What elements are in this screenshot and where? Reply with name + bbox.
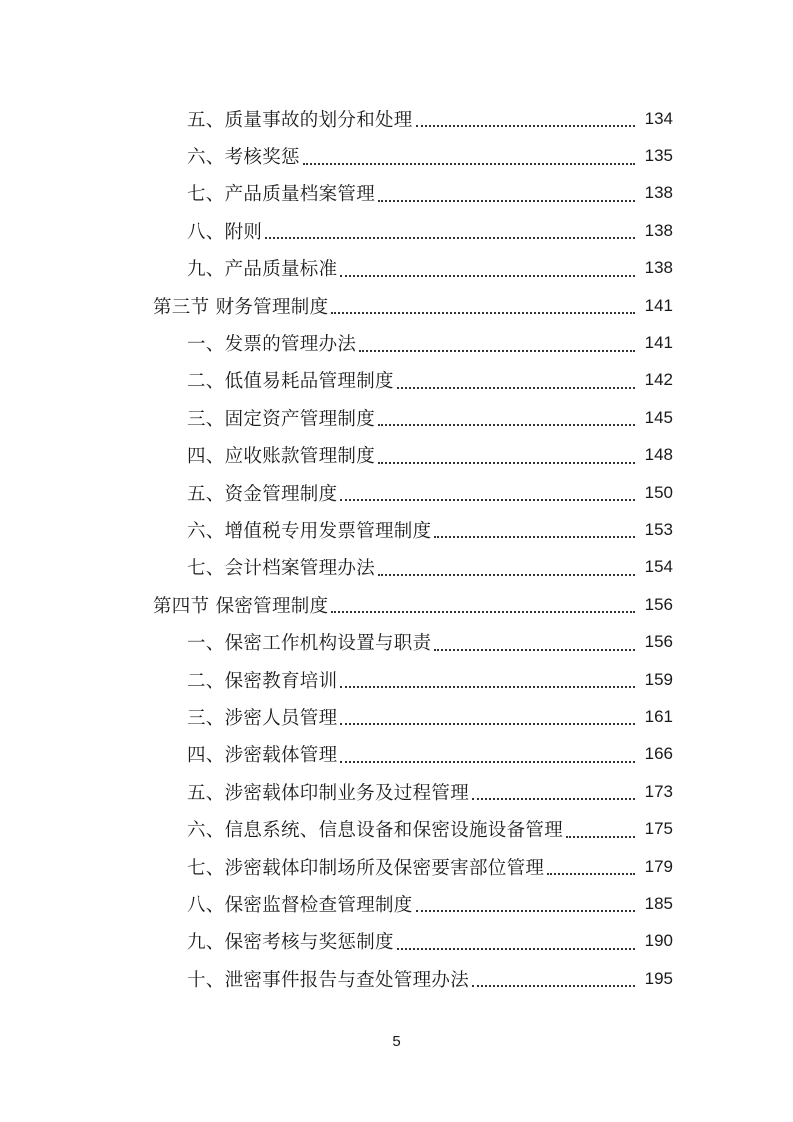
toc-entry[interactable] <box>0 623 793 660</box>
toc-entry[interactable] <box>0 250 793 287</box>
toc-entry[interactable] <box>0 848 793 885</box>
toc-entry-title: 一、保密工作机构设置与职责 <box>187 633 432 655</box>
toc-entry[interactable] <box>0 511 793 548</box>
toc-entry-title: 六、增值税专用发票管理制度 <box>187 520 432 542</box>
toc-entry-page: 150 <box>644 482 673 502</box>
dot-leader <box>303 162 635 165</box>
dot-leader <box>378 461 635 464</box>
toc-entry[interactable] <box>0 175 793 212</box>
dot-leader <box>547 872 635 875</box>
toc-entry[interactable] <box>0 287 793 324</box>
dot-leader <box>472 797 635 800</box>
toc-entry-page: 141 <box>644 295 673 315</box>
dot-leader <box>378 199 635 202</box>
toc-entry[interactable] <box>0 100 793 137</box>
toc-entry-title: 四、应收账款管理制度 <box>187 446 376 468</box>
dot-leader <box>434 535 635 538</box>
toc-entry-title: 六、信息系统、信息设备和保密设施设备管理 <box>187 820 564 842</box>
toc-entry-page: 195 <box>644 968 673 988</box>
toc-entry[interactable] <box>0 137 793 174</box>
toc-entry-title: 七、会计档案管理办法 <box>187 558 376 580</box>
toc-entry-title: 三、固定资产管理制度 <box>187 408 376 430</box>
toc-entry-page: 141 <box>644 333 673 353</box>
toc-entry[interactable] <box>0 773 793 810</box>
toc-entry[interactable] <box>0 437 793 474</box>
toc-entry[interactable] <box>0 661 793 698</box>
toc-entry-page: 179 <box>644 856 673 876</box>
toc-entry-page: 138 <box>644 183 673 203</box>
dot-leader <box>340 274 635 277</box>
toc-entry-title: 五、资金管理制度 <box>187 483 338 505</box>
toc-entry-page: 154 <box>644 557 673 577</box>
toc-entry-title: 五、质量事故的划分和处理 <box>187 109 413 131</box>
toc-entry-title: 二、保密教育培训 <box>187 670 338 692</box>
toc-entry[interactable] <box>0 324 793 361</box>
toc-entry-page: 190 <box>644 931 673 951</box>
toc-entry-page: 142 <box>644 370 673 390</box>
dot-leader <box>331 610 635 613</box>
dot-leader <box>359 349 635 352</box>
toc-entry-title: 九、保密考核与奖惩制度 <box>187 932 394 954</box>
dot-leader <box>397 386 635 389</box>
toc-entry[interactable] <box>0 474 793 511</box>
dot-leader <box>340 760 635 763</box>
toc-entry-page: 135 <box>644 146 673 166</box>
toc-entry-title: 九、产品质量标准 <box>187 259 338 281</box>
toc-entry-title: 三、涉密人员管理 <box>187 707 338 729</box>
toc-entry-title: 四、涉密载体管理 <box>187 745 338 767</box>
dot-leader <box>434 648 635 651</box>
toc-entry-page: 156 <box>644 594 673 614</box>
toc-entry[interactable] <box>0 212 793 249</box>
toc-entry[interactable] <box>0 810 793 847</box>
toc-entry-title: 七、产品质量档案管理 <box>187 184 376 206</box>
toc-entry-page: 156 <box>644 632 673 652</box>
dot-leader <box>340 722 635 725</box>
toc-entry[interactable] <box>0 586 793 623</box>
toc-entry[interactable] <box>0 362 793 399</box>
toc-entry-page: 153 <box>644 519 673 539</box>
dot-leader <box>566 835 635 838</box>
toc-entry-title: 二、低值易耗品管理制度 <box>187 371 394 393</box>
dot-leader <box>416 909 635 912</box>
toc-entry-page: 175 <box>644 819 673 839</box>
toc-entry-title: 第三节 财务管理制度 <box>153 296 329 318</box>
toc-entry[interactable] <box>0 960 793 997</box>
dot-leader <box>340 498 635 501</box>
toc-entry[interactable] <box>0 923 793 960</box>
toc-entry-title: 第四节 保密管理制度 <box>153 595 329 617</box>
dot-leader <box>265 236 635 239</box>
table-of-contents <box>0 100 793 997</box>
toc-entry-page: 148 <box>644 445 673 465</box>
toc-entry-page: 161 <box>644 706 673 726</box>
toc-entry-title: 八、附则 <box>187 221 263 243</box>
page-number: 5 <box>392 1033 401 1050</box>
toc-entry-title: 八、保密监督检查管理制度 <box>187 894 413 916</box>
toc-entry-page: 159 <box>644 669 673 689</box>
toc-entry-page: 134 <box>644 108 673 128</box>
dot-leader <box>397 947 635 950</box>
dot-leader <box>340 685 635 688</box>
toc-entry-title: 五、涉密载体印制业务及过程管理 <box>187 782 470 804</box>
toc-entry[interactable] <box>0 736 793 773</box>
toc-entry-title: 六、考核奖惩 <box>187 147 300 169</box>
toc-entry[interactable] <box>0 698 793 735</box>
dot-leader <box>472 984 635 987</box>
toc-entry-page: 173 <box>644 781 673 801</box>
toc-entry-page: 166 <box>644 744 673 764</box>
dot-leader <box>416 124 635 127</box>
toc-entry-page: 138 <box>644 220 673 240</box>
toc-entry-title: 十、泄密事件报告与查处管理办法 <box>187 969 470 991</box>
dot-leader <box>331 311 635 314</box>
toc-entry-title: 七、涉密载体印制场所及保密要害部位管理 <box>187 857 545 879</box>
toc-entry-page: 145 <box>644 407 673 427</box>
dot-leader <box>378 573 635 576</box>
toc-entry[interactable] <box>0 399 793 436</box>
toc-entry[interactable] <box>0 885 793 922</box>
toc-entry-page: 185 <box>644 893 673 913</box>
toc-entry-page: 138 <box>644 258 673 278</box>
toc-entry[interactable] <box>0 549 793 586</box>
dot-leader <box>378 423 635 426</box>
toc-entry-title: 一、发票的管理办法 <box>187 334 357 356</box>
